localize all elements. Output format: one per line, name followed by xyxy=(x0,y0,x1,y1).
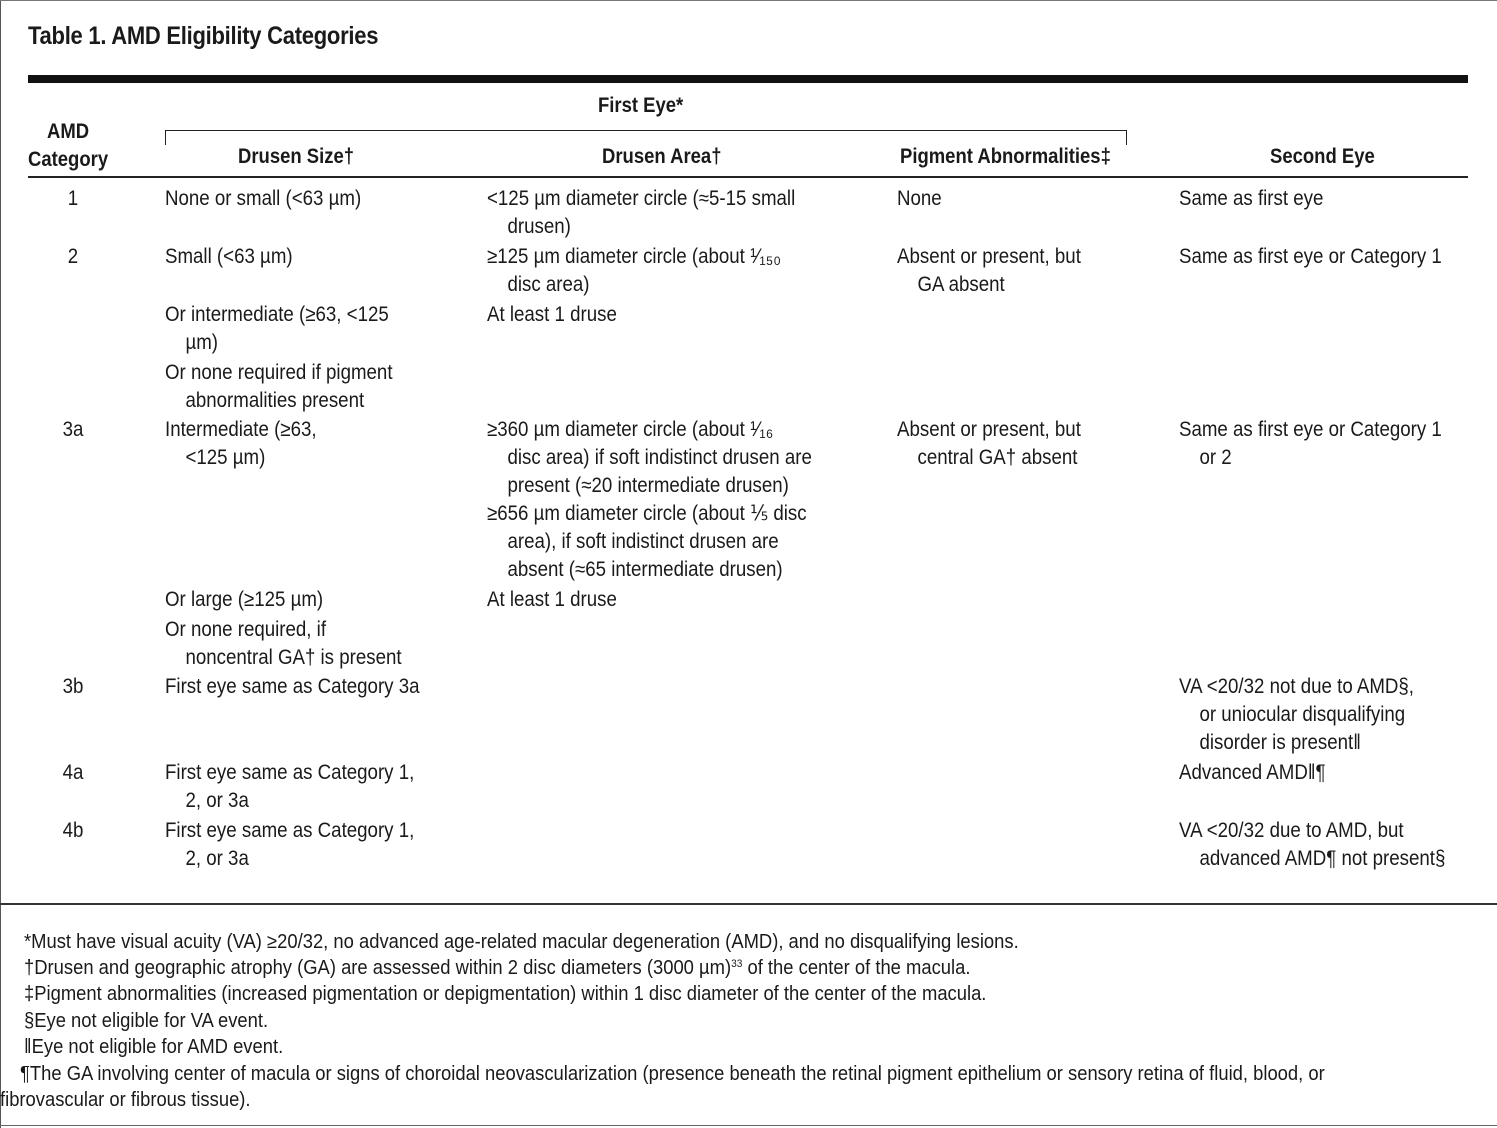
row-2-area-line2: disc area) xyxy=(507,273,590,296)
row-2b-drusen-size xyxy=(165,301,389,357)
row-3a-b-drusen-area: At least 1 druse xyxy=(487,588,617,611)
row-3a-drusen-area xyxy=(487,416,812,584)
row-3a-size-line2: <125 µm) xyxy=(185,446,266,469)
page-top-border xyxy=(0,0,1497,1)
row-3b-second-line3: disorder is present‖ xyxy=(1199,731,1361,754)
row-2b-drusen-area: At least 1 druse xyxy=(487,303,617,326)
header-amd-category-line1: AMD xyxy=(47,120,90,143)
row-1-area-line2: drusen) xyxy=(507,215,571,238)
row-3a-drusen-size xyxy=(165,416,317,472)
row-4b-category: 4b xyxy=(62,819,84,842)
footnote-pilcrow-line1: ¶The GA involving center of macula or signs of choroidal neovascularization (presence beneath the retinal pigment epithelium or sensory retina of fluid, blood, or xyxy=(20,1063,1325,1085)
row-4a-second-eye: Advanced AMD‖¶ xyxy=(1179,761,1326,784)
header-amd-category-line2: Category xyxy=(28,148,109,171)
page-bottom-rule xyxy=(0,1125,1497,1126)
row-4b-second-line1: VA <20/32 due to AMD, but xyxy=(1179,819,1404,842)
first-eye-bracket xyxy=(165,130,1127,145)
footnote-parallel: ‖Eye not eligible for AMD event. xyxy=(24,1036,284,1058)
table-top-rule xyxy=(28,75,1468,83)
row-2-area-line1: ≥125 µm diameter circle (about ¹⁄₁₅₀ xyxy=(487,245,782,268)
footnote-dagger-ref: 33 xyxy=(731,958,743,970)
row-3a-pigment xyxy=(897,416,1081,472)
row-1-drusen-size: None or small (<63 µm) xyxy=(165,187,362,210)
row-3a-area-line6: absent (≈65 intermediate drusen) xyxy=(507,558,783,581)
row-2-second-eye: Same as first eye or Category 1 xyxy=(1179,245,1442,268)
header-drusen-size: Drusen Size† xyxy=(238,145,355,168)
row-4b-size-line1: First eye same as Category 1, xyxy=(165,819,415,842)
row-2b-size-line1: Or intermediate (≥63, <125 xyxy=(165,303,389,326)
row-3b-category: 3b xyxy=(62,675,84,698)
footnote-dagger-text: †Drusen and geographic atrophy (GA) are assessed within 2 disc diameters (3000 µm) xyxy=(24,957,732,979)
footnote-dagger-tail: of the center of the macula. xyxy=(742,957,971,979)
row-3a-area-line1: ≥360 µm diameter circle (about ¹⁄₁₆ xyxy=(487,418,774,441)
row-3b-second-line1: VA <20/32 not due to AMD§, xyxy=(1179,675,1415,698)
row-1-area-line1: <125 µm diameter circle (≈5-15 small xyxy=(487,187,796,210)
row-2-category: 2 xyxy=(67,245,79,268)
row-1-category: 1 xyxy=(67,187,79,210)
row-3a-second-eye xyxy=(1179,416,1442,472)
header-first-eye: First Eye* xyxy=(598,94,684,117)
row-3b-drusen-size: First eye same as Category 3a xyxy=(165,675,420,698)
footnote-asterisk: *Must have visual acuity (VA) ≥20/32, no advanced age-related macular degeneration (AMD), and no disqualifying lesions. xyxy=(24,931,1019,953)
row-2-pigment-line1: Absent or present, but xyxy=(897,245,1081,268)
row-4a-category: 4a xyxy=(62,761,84,784)
row-3a-b-drusen-size: Or large (≥125 µm) xyxy=(165,588,324,611)
row-3a-pigment-line1: Absent or present, but xyxy=(897,418,1081,441)
row-3a-area-line3: present (≈20 intermediate drusen) xyxy=(507,474,789,497)
row-3a-category: 3a xyxy=(62,418,84,441)
footnote-pilcrow-line2: fibrovascular or fibrous tissue). xyxy=(0,1089,251,1111)
row-2-pigment xyxy=(897,243,1081,299)
row-2-drusen-size: Small (<63 µm) xyxy=(165,245,293,268)
row-3a-size-line1: Intermediate (≥63, xyxy=(165,418,317,441)
header-second-eye: Second Eye xyxy=(1270,145,1375,168)
header-rule xyxy=(28,176,1468,178)
row-3a-c-drusen-size xyxy=(165,616,402,672)
row-3a-second-line1: Same as first eye or Category 1 xyxy=(1179,418,1442,441)
table-title: Table 1. AMD Eligibility Categories xyxy=(28,22,379,50)
row-2-pigment-line2: GA absent xyxy=(917,273,1005,296)
row-1-pigment: None xyxy=(897,187,942,210)
row-2c-size-line2: abnormalities present xyxy=(185,389,365,412)
row-3b-second-eye xyxy=(1179,673,1414,757)
row-4b-second-eye xyxy=(1179,817,1445,873)
row-4a-size-line1: First eye same as Category 1, xyxy=(165,761,415,784)
row-3a-c-size-line2: noncentral GA† is present xyxy=(185,646,402,669)
row-3a-area-line5: area), if soft indistinct drusen are xyxy=(507,530,779,553)
page-left-border xyxy=(0,0,1,1128)
row-3a-c-size-line1: Or none required, if xyxy=(165,618,327,641)
header-drusen-area: Drusen Area† xyxy=(602,145,722,168)
row-3a-second-line2: or 2 xyxy=(1199,446,1232,469)
row-4b-drusen-size xyxy=(165,817,414,873)
row-4a-drusen-size xyxy=(165,759,414,815)
row-3a-area-line4: ≥656 µm diameter circle (about ⅕ disc xyxy=(487,502,807,525)
row-3a-area-line2: disc area) if soft indistinct drusen are xyxy=(507,446,812,469)
row-2c-drusen-size xyxy=(165,359,393,415)
row-1-drusen-area xyxy=(487,185,795,241)
row-2c-size-line1: Or none required if pigment xyxy=(165,361,393,384)
table-bottom-rule xyxy=(0,903,1497,905)
row-3b-second-line2: or uniocular disqualifying xyxy=(1199,703,1406,726)
header-amd-category xyxy=(28,118,108,174)
row-2-drusen-area xyxy=(487,243,781,299)
footnote-double-dagger: ‡Pigment abnormalities (increased pigmentation or depigmentation) within 1 disc diameter of the center of the macula. xyxy=(24,983,987,1005)
row-4b-second-line2: advanced AMD¶ not present§ xyxy=(1199,847,1446,870)
row-1-second-eye: Same as first eye xyxy=(1179,187,1324,210)
row-4b-size-line2: 2, or 3a xyxy=(185,847,249,870)
footnote-dagger xyxy=(24,955,970,982)
footnote-section: §Eye not eligible for VA event. xyxy=(24,1010,269,1032)
row-3a-pigment-line2: central GA† absent xyxy=(917,446,1078,469)
row-4a-size-line2: 2, or 3a xyxy=(185,789,249,812)
header-pigment-abnormalities: Pigment Abnormalities‡ xyxy=(900,145,1111,168)
row-2b-size-line2: µm) xyxy=(185,331,219,354)
